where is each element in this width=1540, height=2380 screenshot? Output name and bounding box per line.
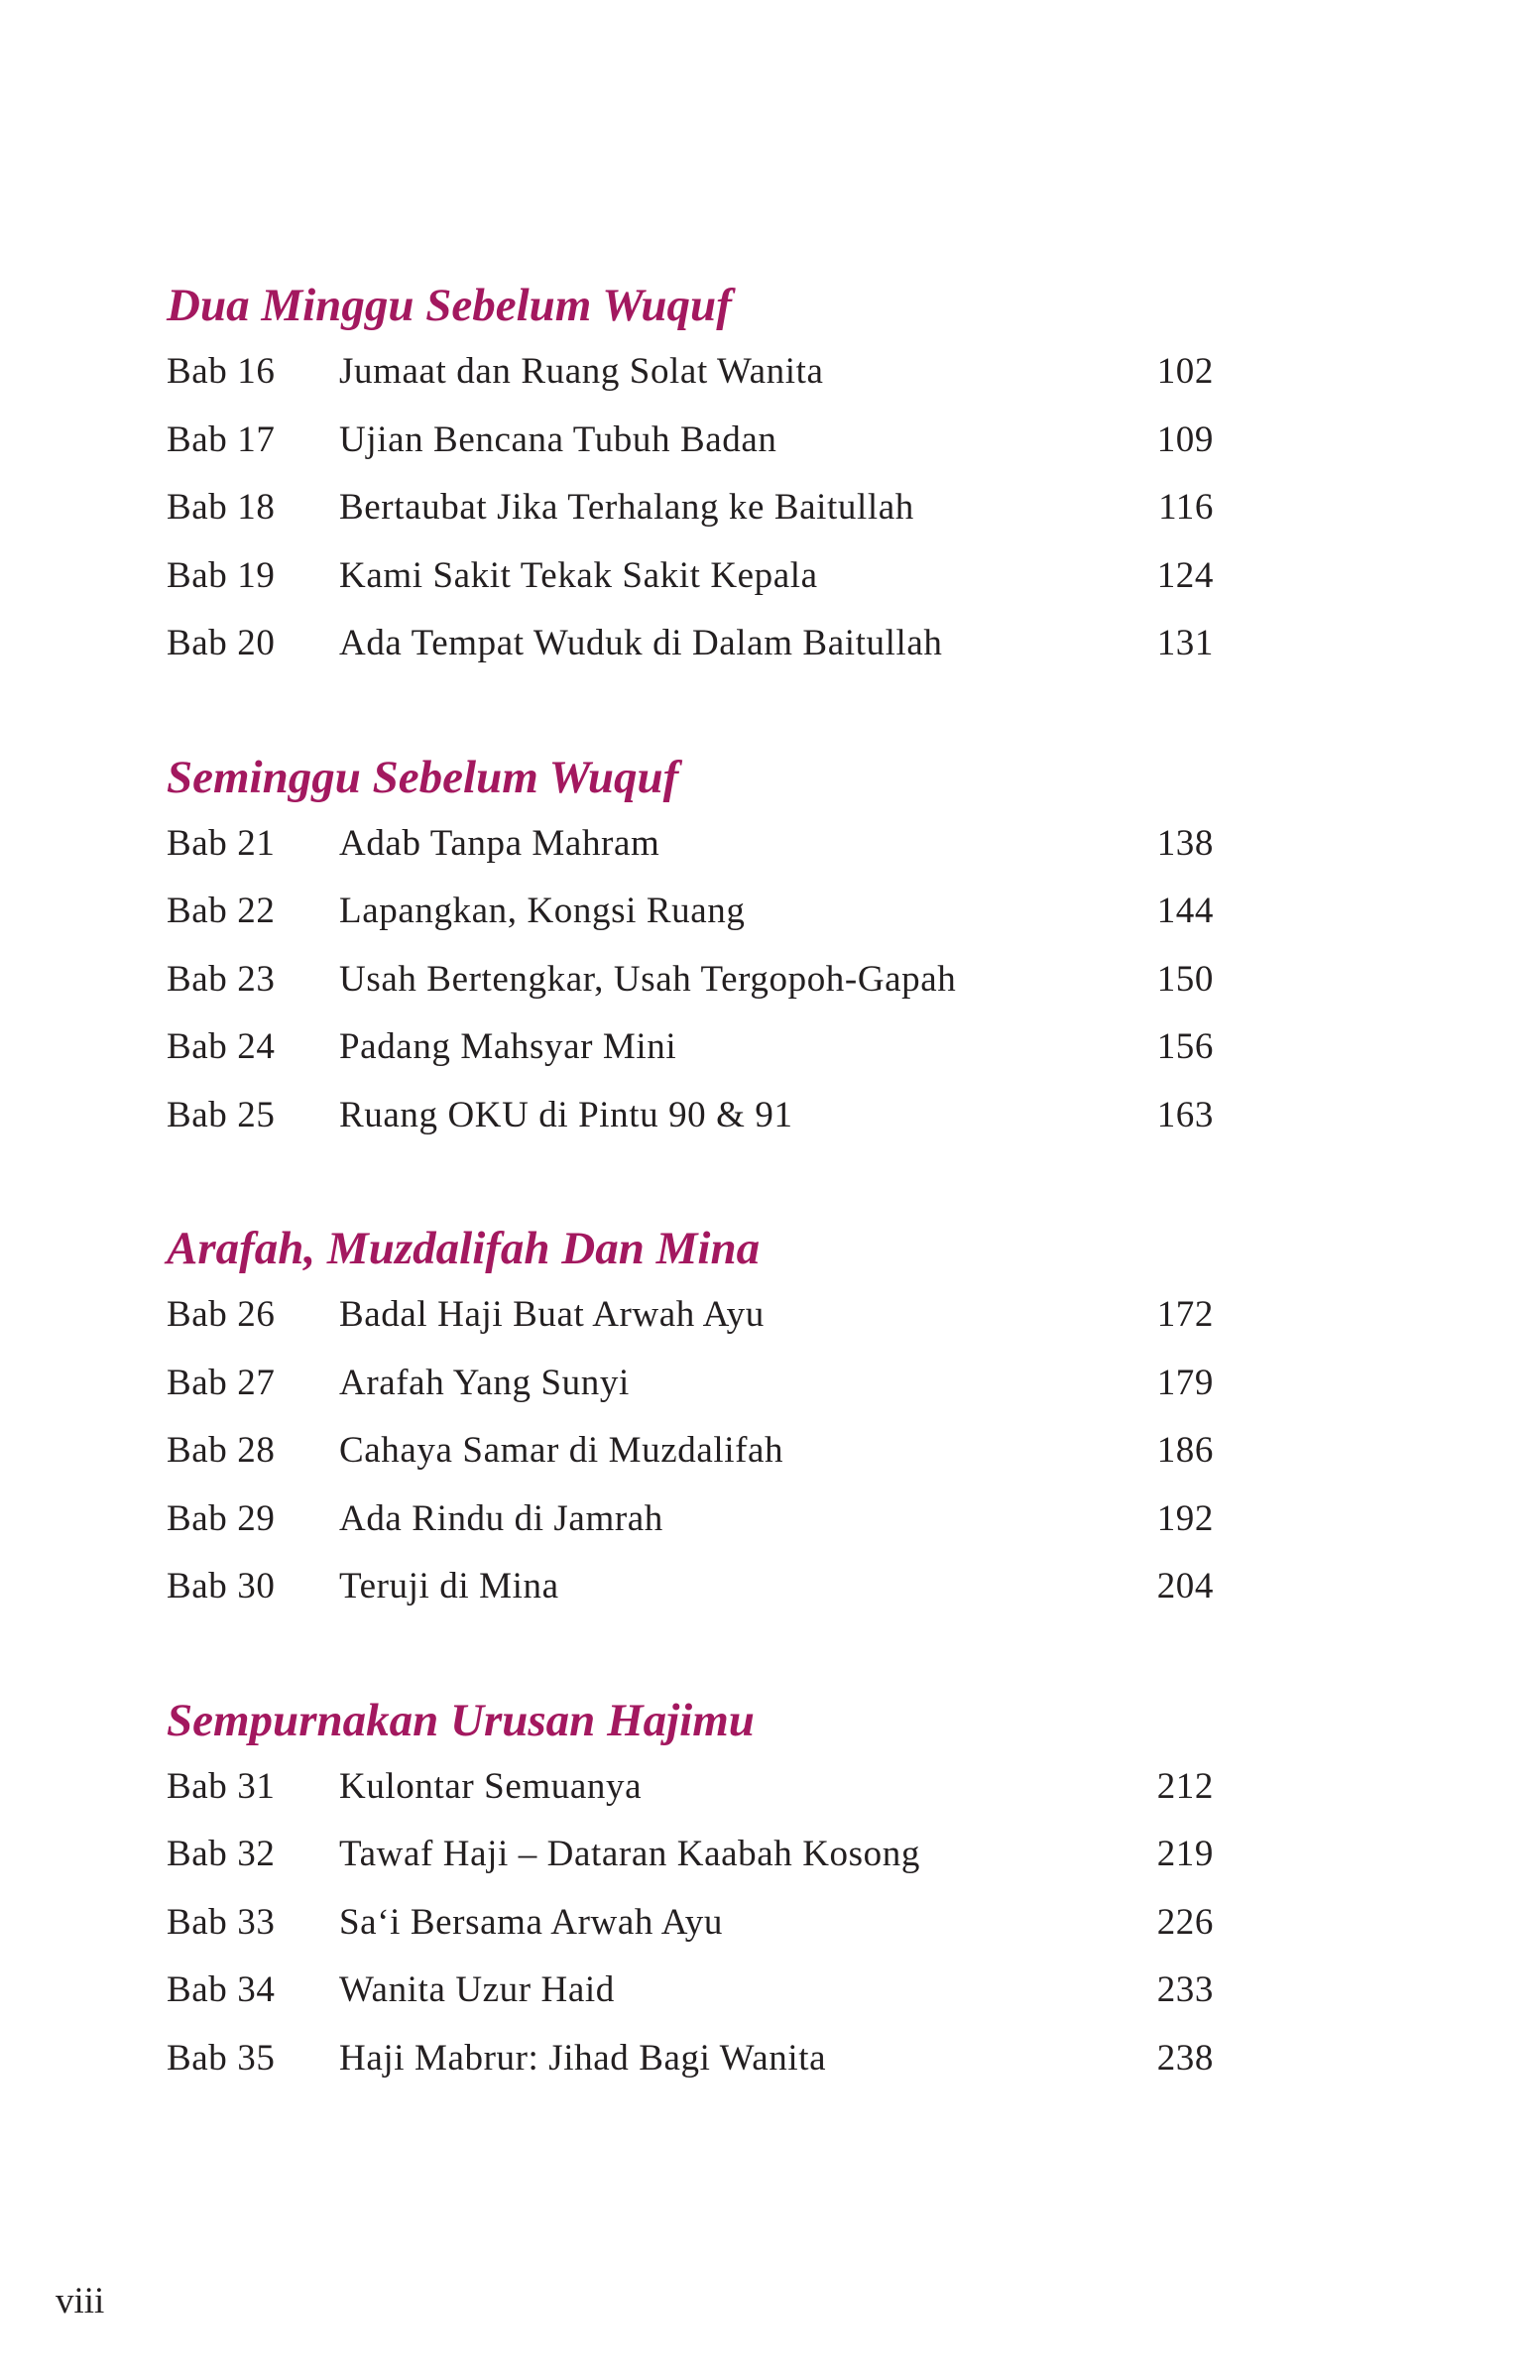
chapter-number: Bab 23	[167, 958, 276, 1000]
toc-entry	[167, 946, 1218, 1014]
chapter-number: Bab 33	[167, 1901, 276, 1943]
toc-entry	[167, 810, 1218, 879]
chapter-number: Bab 30	[167, 1566, 276, 1606]
chapter-number: Bab 27	[167, 1362, 276, 1403]
chapter-number: Bab 32	[167, 1834, 276, 1874]
chapter-title: Badal Haji Buat Arwah Ayu	[339, 1294, 765, 1335]
chapter-title: Ruang OKU di Pintu 90 & 91	[339, 1094, 793, 1135]
section-heading: Seminggu Sebelum Wuquf	[167, 751, 679, 803]
page-number: 156	[1156, 1026, 1214, 1067]
toc-entry	[167, 610, 1218, 678]
toc-entry	[167, 1082, 1218, 1150]
chapter-title: Usah Bertengkar, Usah Tergopoh-Gapah	[339, 958, 957, 1000]
toc-entry	[167, 542, 1218, 611]
page-number: 116	[1158, 487, 1214, 528]
chapter-title: Jumaat dan Ruang Solat Wanita	[339, 351, 824, 392]
chapter-title: Adab Tanpa Mahram	[339, 822, 660, 864]
chapter-number: Bab 35	[167, 2037, 276, 2079]
section-heading: Arafah, Muzdalifah Dan Mina	[167, 1223, 761, 1274]
toc-entry	[167, 474, 1218, 542]
toc-entry	[167, 2025, 1218, 2093]
page-number: 186	[1156, 1430, 1214, 1471]
chapter-title: Tawaf Haji – Dataran Kaabah Kosong	[339, 1834, 920, 1874]
page-number: 109	[1156, 418, 1214, 460]
page-number: 163	[1156, 1094, 1214, 1135]
chapter-number: Bab 18	[167, 487, 276, 528]
chapter-title: Ada Tempat Wuduk di Dalam Baitullah	[339, 623, 943, 663]
chapter-number: Bab 21	[167, 822, 276, 864]
page-number: 144	[1156, 891, 1214, 931]
chapter-title: Padang Mahsyar Mini	[339, 1026, 677, 1067]
chapter-number: Bab 29	[167, 1497, 276, 1539]
chapter-title: Sa‘i Bersama Arwah Ayu	[339, 1901, 723, 1943]
chapter-title: Lapangkan, Kongsi Ruang	[339, 891, 746, 931]
chapter-number: Bab 31	[167, 1765, 276, 1807]
page-number: 179	[1156, 1362, 1214, 1403]
toc-section	[167, 745, 1218, 1150]
toc-section	[167, 273, 1218, 678]
chapter-number: Bab 19	[167, 554, 276, 596]
page-number: 150	[1156, 958, 1214, 1000]
chapter-title: Haji Mabrur: Jihad Bagi Wanita	[339, 2037, 827, 2079]
chapter-number: Bab 17	[167, 418, 276, 460]
toc-entry	[167, 1350, 1218, 1418]
page-number: 102	[1156, 351, 1214, 392]
table-of-contents	[167, 273, 1218, 2159]
page-number: 138	[1156, 822, 1214, 864]
chapter-title: Kulontar Semuanya	[339, 1765, 643, 1807]
toc-entry	[167, 1417, 1218, 1486]
page-number: 204	[1156, 1566, 1214, 1606]
chapter-number: Bab 28	[167, 1430, 276, 1471]
chapter-number: Bab 16	[167, 351, 276, 392]
toc-entry	[167, 407, 1218, 475]
page-number: 233	[1156, 1969, 1214, 2010]
chapter-title: Ujian Bencana Tubuh Badan	[339, 418, 777, 460]
page-number: 131	[1156, 623, 1214, 663]
page-number: 212	[1156, 1765, 1214, 1807]
chapter-number: Bab 22	[167, 891, 276, 931]
page-number: 219	[1156, 1834, 1214, 1874]
toc-section	[167, 1216, 1218, 1621]
chapter-title: Kami Sakit Tekak Sakit Kepala	[339, 554, 818, 596]
section-heading: Sempurnakan Urusan Hajimu	[167, 1694, 755, 1746]
toc-section	[167, 1688, 1218, 2093]
toc-entry	[167, 1889, 1218, 1958]
chapter-title: Bertaubat Jika Terhalang ke Baitullah	[339, 487, 914, 528]
toc-entry	[167, 1821, 1218, 1889]
chapter-number: Bab 20	[167, 623, 276, 663]
folio-page-number: viii	[56, 2281, 105, 2321]
page-number: 192	[1156, 1497, 1214, 1539]
page-number: 226	[1156, 1901, 1214, 1943]
page-number: 124	[1156, 554, 1214, 596]
chapter-title: Cahaya Samar di Muzdalifah	[339, 1430, 784, 1471]
page-number: 172	[1156, 1294, 1214, 1335]
chapter-title: Wanita Uzur Haid	[339, 1969, 615, 2010]
toc-entry	[167, 1486, 1218, 1554]
chapter-title: Teruji di Mina	[339, 1566, 559, 1606]
toc-entry	[167, 338, 1218, 407]
toc-entry	[167, 1281, 1218, 1350]
chapter-number: Bab 34	[167, 1969, 276, 2010]
chapter-number: Bab 26	[167, 1294, 276, 1335]
chapter-title: Ada Rindu di Jamrah	[339, 1497, 663, 1539]
chapter-title: Arafah Yang Sunyi	[339, 1362, 630, 1403]
toc-entry	[167, 878, 1218, 946]
toc-entry	[167, 1553, 1218, 1621]
toc-entry	[167, 1013, 1218, 1082]
toc-entry	[167, 1957, 1218, 2025]
section-heading: Dua Minggu Sebelum Wuquf	[167, 280, 732, 331]
toc-entry	[167, 1753, 1218, 1822]
chapter-number: Bab 24	[167, 1026, 276, 1067]
chapter-number: Bab 25	[167, 1094, 276, 1135]
page-number: 238	[1156, 2037, 1214, 2079]
